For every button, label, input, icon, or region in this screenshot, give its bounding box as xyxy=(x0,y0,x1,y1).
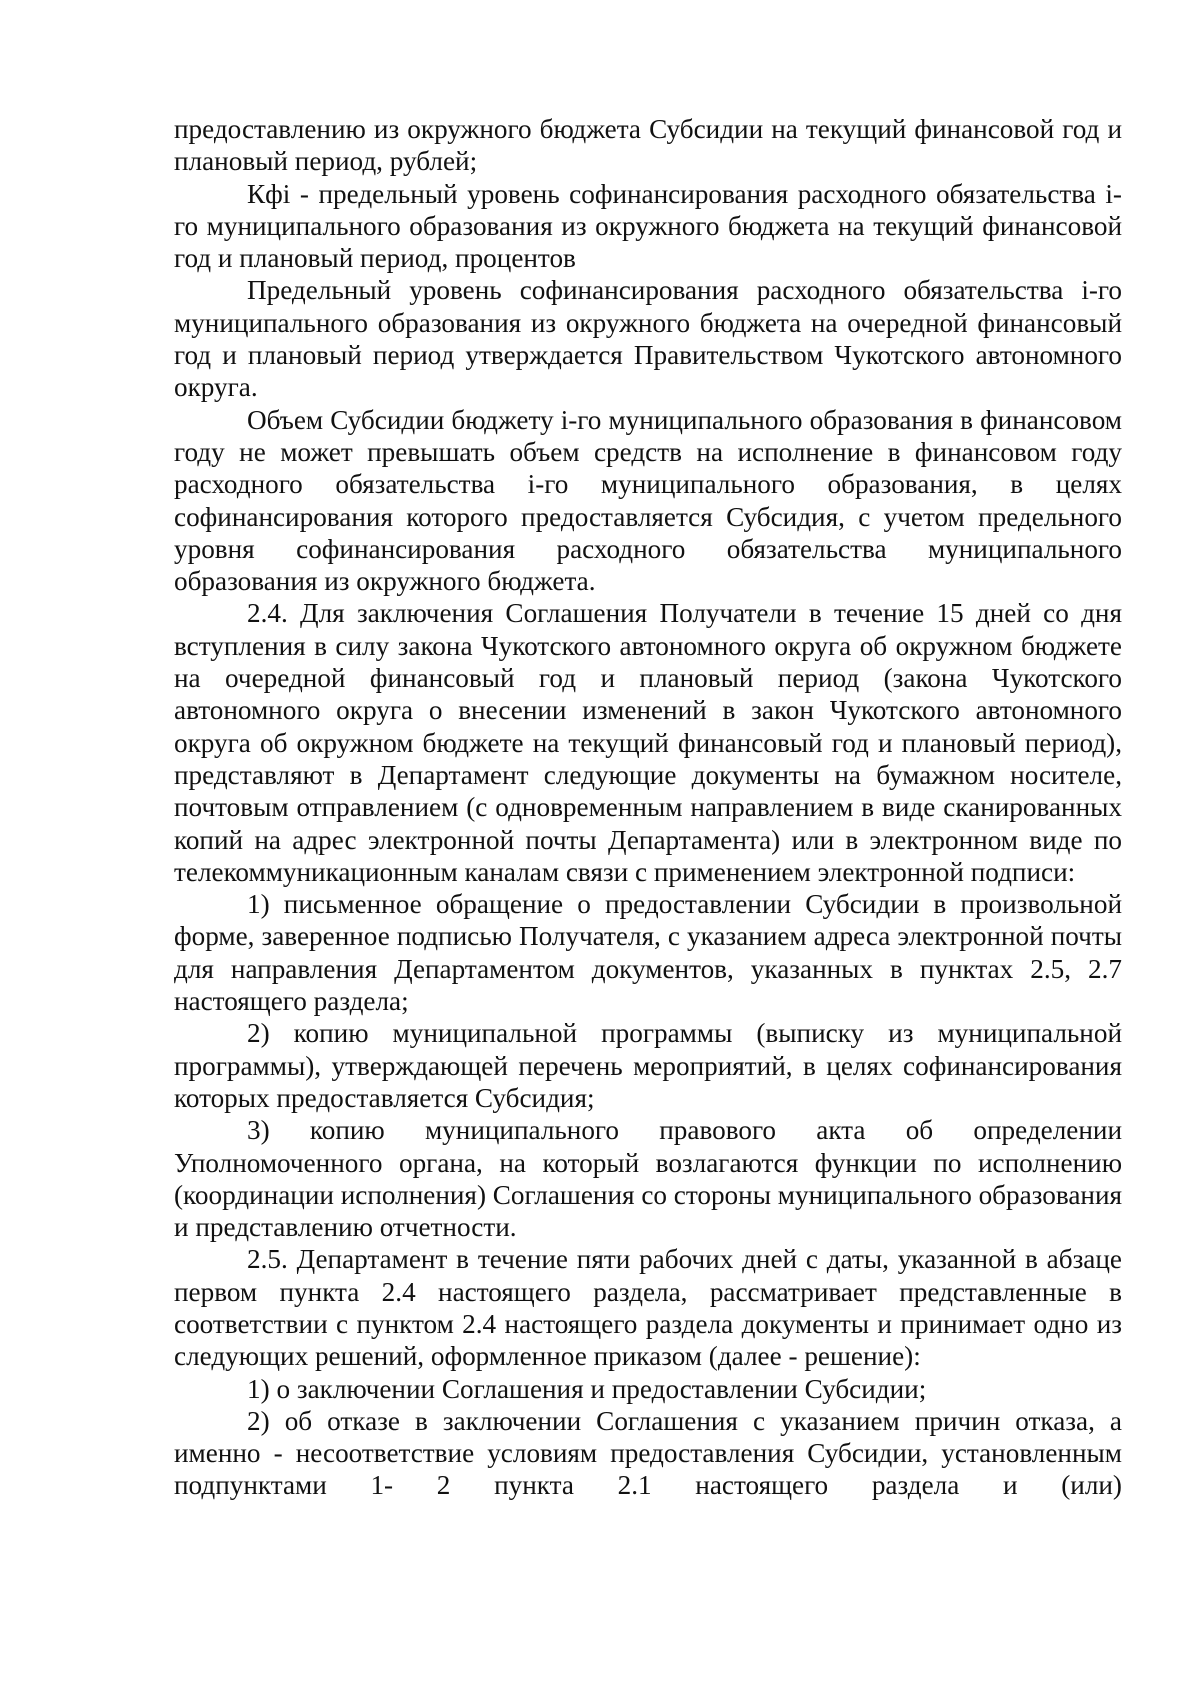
document-page xyxy=(174,113,1122,1502)
paragraph-cofinancing-level-definition: Кфi - предельный уровень софинансирования расходного обязательства i-го муниципального образования из окружного бюджета на текущий финансовой год и плановый период, процентов xyxy=(174,178,1122,274)
list-item-2-4-3: 3) копию муниципального правового акта об определении Уполномоченного органа, на который возлагаются функции по исполнению (координации исполнения) Соглашения со стороны муниципального образования и представлению отчетности. xyxy=(174,1115,1123,1243)
paragraph-subsidy-amount-end: предоставлению из окружного бюджета Субсидии на текущий финансовой год и плановый период, рублей; xyxy=(174,114,1122,177)
list-item-2-5-1: 1) о заключении Соглашения и предоставлении Субсидии; xyxy=(247,1373,927,1404)
list-item-2-5-2: 2) об отказе в заключении Соглашения с указанием причин отказа, а именно - несоответствие условиям предоставления Субсидии, установленным подпунктами 1- 2 пункта 2.1 настоящего раздела и (или) xyxy=(174,1405,1122,1501)
paragraph-2-4-agreement-documents: 2.4. Для заключения Соглашения Получатели в течение 15 дней со дня вступления в силу закона Чукотского автономного округа об окружном бюджете на очередной финансовый год и плановый период (закона Чукотского автономного округа о внесении изменений в закон Чукотского автономного округа об окружном бюджете на текущий финансовый год и плановый период), представляют в Департамент следующие документы на бумажном носителе, почтовым отправлением (с одновременным направлением в виде сканированных копий на адрес электронной почты Департамента) или в электронном виде по телекоммуникационным каналам связи с применением электронной подписи: xyxy=(174,598,1122,887)
list-item-2-4-1: 1) письменное обращение о предоставлении Субсидии в произвольной форме, заверенное подписью Получателя, с указанием адреса электронной почты для направления Департаментом документов, указанных в пунктах 2.5, 2.7 настоящего раздела; xyxy=(174,889,1122,1017)
paragraph-cofinancing-level-approval: Предельный уровень софинансирования расходного обязательства i-го муниципального образования из окружного бюджета на очередной финансовый год и плановый период утверждается Правительством Чукотского автономного округа. xyxy=(174,275,1122,403)
paragraph-2-5-department-review: 2.5. Департамент в течение пяти рабочих дней с даты, указанной в абзаце первом пункта 2.4 настоящего раздела, рассматривает представленные в соответствии с пунктом 2.4 настоящего раздела документы и принимает одно из следующих решений, оформленное приказом (далее - решение): xyxy=(174,1244,1122,1372)
paragraph-subsidy-volume-limit: Объем Субсидии бюджету i-го муниципального образования в финансовом году не может превышать объем средств на исполнение в финансовом году расходного обязательства i-го муниципального образования, в целях софинансирования которого предоставляется Субсидия, с учетом предельного уровня софинансирования расходного обязательства муниципального образования из окружного бюджета. xyxy=(174,404,1122,597)
list-item-2-4-2: 2) копию муниципальной программы (выписку из муниципальной программы), утверждающей перечень мероприятий, в целях софинансирования которых предоставляется Субсидия; xyxy=(174,1018,1122,1113)
